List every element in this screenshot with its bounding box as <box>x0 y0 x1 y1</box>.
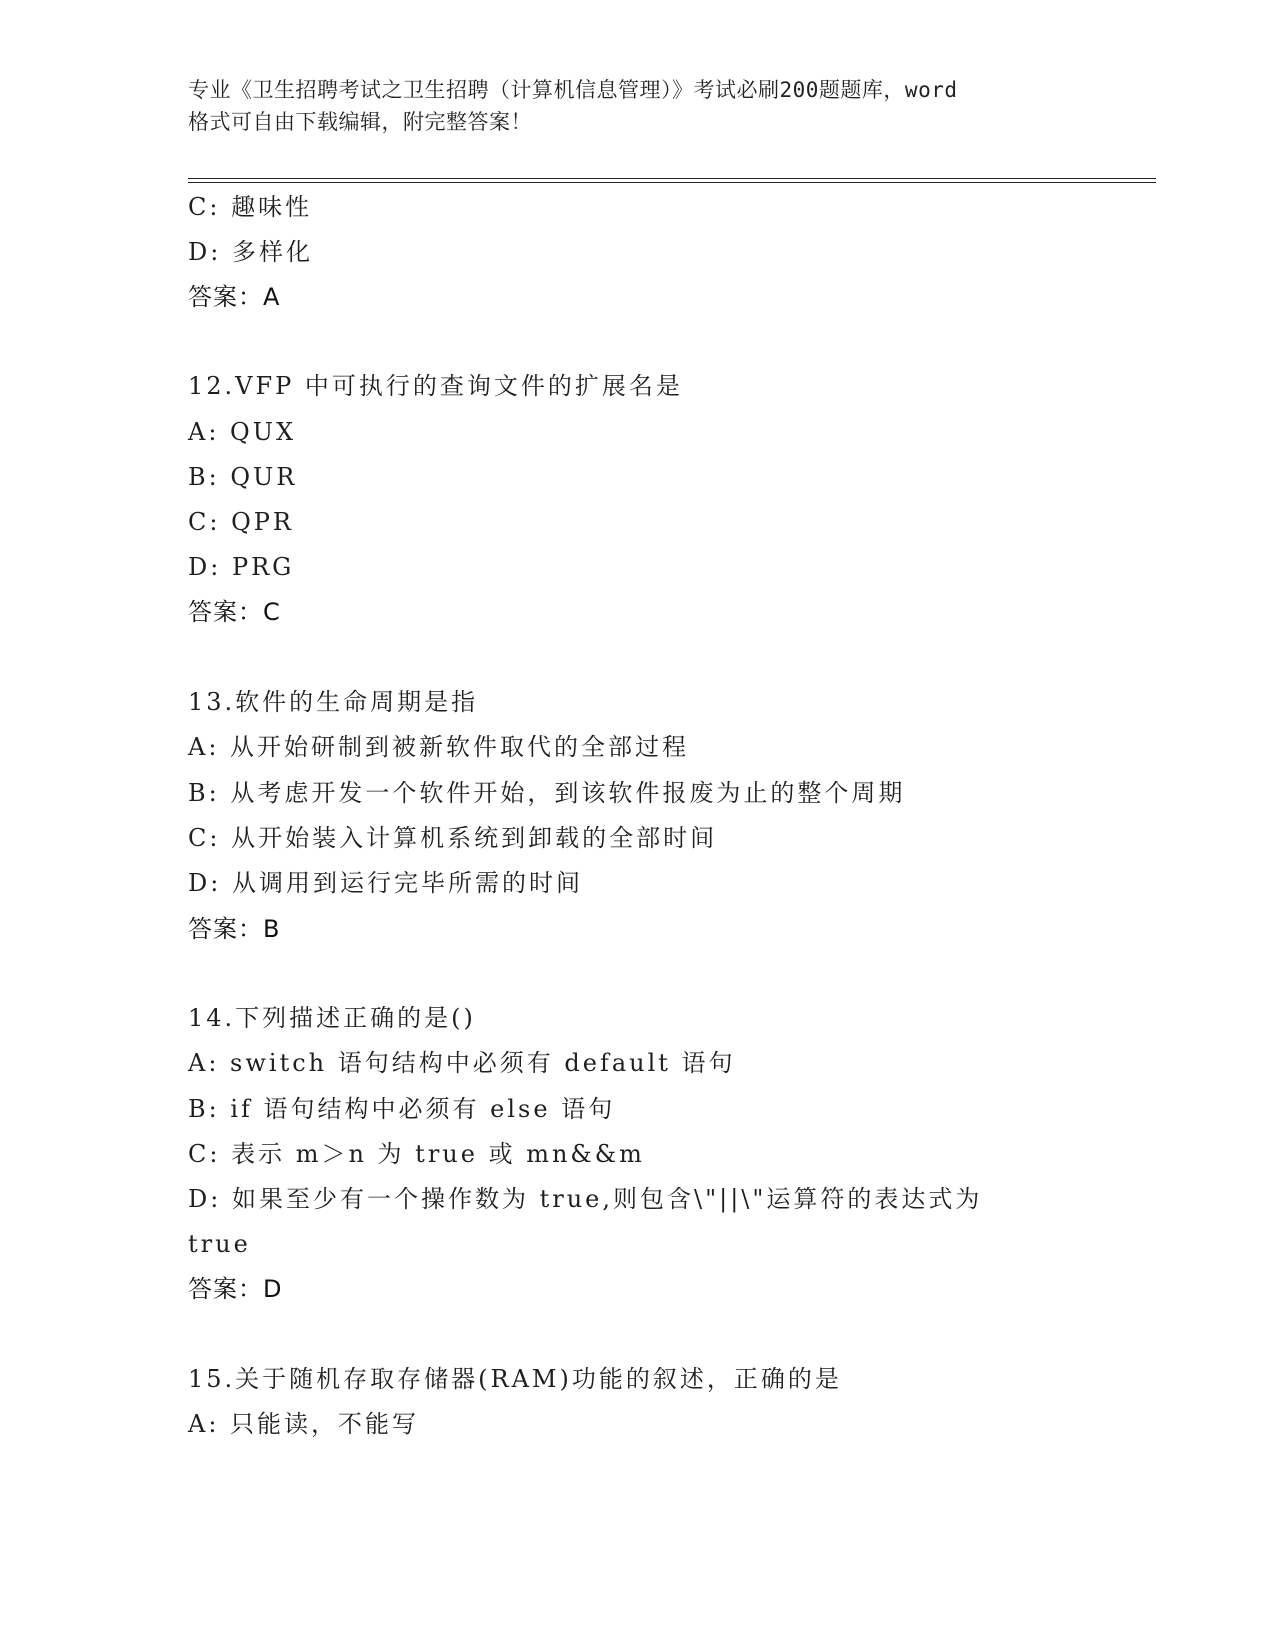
header-title-line-2: 格式可自由下载编辑，附完整答案！ <box>188 110 532 134</box>
header-divider-bottom <box>188 182 1156 183</box>
q14-option-a: A: switch 语句结构中必须有 default 语句 <box>188 1049 736 1077</box>
header-divider-top <box>188 178 1156 179</box>
q14-option-c: C: 表示 m＞n 为 true 或 mn&&m <box>188 1140 645 1168</box>
q13-option-c: C: 从开始装入计算机系统到卸载的全部时间 <box>188 824 718 852</box>
header-title-line-1: 专业《卫生招聘考试之卫生招聘（计算机信息管理）》考试必刷200题题库，word <box>188 78 958 102</box>
q12-option-d: D: PRG <box>188 553 295 581</box>
q12-question: 12.VFP 中可执行的查询文件的扩展名是 <box>188 372 683 400</box>
q15-option-a: A: 只能读，不能写 <box>188 1410 420 1438</box>
q14-question: 14.下列描述正确的是() <box>188 1004 476 1032</box>
q13-option-a: A: 从开始研制到被新软件取代的全部过程 <box>188 733 690 761</box>
q12-option-a: A: QUX <box>188 418 297 446</box>
q12-option-b: B: QUR <box>188 463 298 491</box>
q14-option-b: B: if 语句结构中必须有 else 语句 <box>188 1095 616 1123</box>
q14-option-d-line-2: true <box>188 1230 251 1258</box>
q12-answer: 答案：C <box>188 598 281 626</box>
q11-answer: 答案：A <box>188 283 281 311</box>
q14-answer: 答案：D <box>188 1275 283 1303</box>
document-header <box>188 74 1088 138</box>
q15-question: 15.关于随机存取存储器(RAM)功能的叙述，正确的是 <box>188 1365 842 1393</box>
q13-answer: 答案：B <box>188 915 281 943</box>
q14-option-d-line-1: D: 如果至少有一个操作数为 true,则包含\"||\"运算符的表达式为 <box>188 1185 983 1213</box>
q13-option-d: D: 从调用到运行完毕所需的时间 <box>188 869 583 897</box>
q12-option-c: C: QPR <box>188 508 294 536</box>
q13-option-b: B: 从考虑开发一个软件开始，到该软件报废为止的整个周期 <box>188 779 906 807</box>
q11-option-d: D: 多样化 <box>188 238 313 266</box>
q13-question: 13.软件的生命周期是指 <box>188 688 479 716</box>
q11-option-c: C: 趣味性 <box>188 193 313 221</box>
